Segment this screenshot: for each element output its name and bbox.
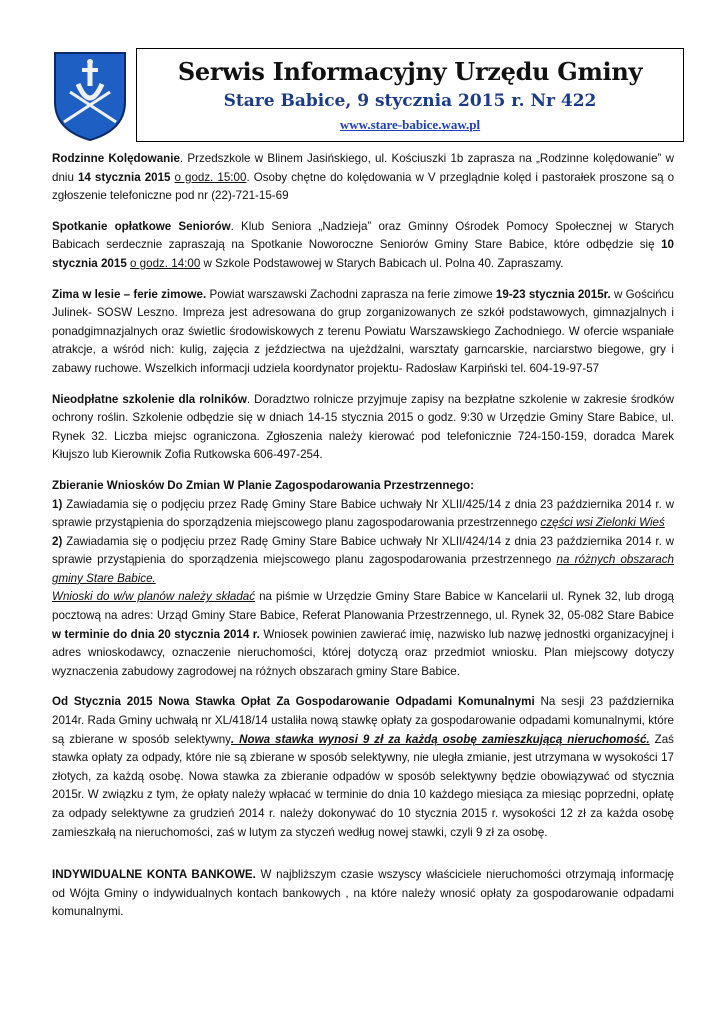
paragraph-waste-fees: Od Stycznia 2015 Nowa Stawka Opłat Za Gospodarowanie Odpadami Komunalnymi Na sesji 23 października 2014r. Rada Gminy uchwałą nr XL/418/14 ustaliła nową stawkę opłaty za gospodarowanie odpadami komunalnymi, które są zbierane w sposób selektywny. Nowa stawka wynosi 9 zł za każdą osobę zamieszkującą nieruchomość. Zaś stawka opłaty za odpady, które nie są zbierane w sposób selektywny, nie uległa zmianie, jest utrzymana w wysokości 17 złotych, za każdą osobę. Nowa stawka za zbieranie odpadów w sposób selektywny będzie obowiązywać od stycznia 2015r. W związku z tym, że opłaty należy wpłacać w terminie do dnia 10 każdego miesiąca za miesiąc poprzedni, opłatę za odpady selektywne za grudzień 2014 r. należy dokonywać do 10 stycznia 2015 r. wysokości 12 zł za każda osobę zamieszkałą na nieruchomości, zaś w lutym za styczeń według nowej stawki, czyli 9 zł za osobę. — [52, 695, 674, 839]
paragraph-zoning: Zbieranie Wniosków Do Zmian W Planie Zagospodarowania Przestrzennego: 1) Zawiadamia się o podjęciu przez Radę Gminy Stare Babice uchwały Nr XLII/425/14 z dnia 23 października 2014 r. w sprawie przystąpienia do sporządzenia miejscowego planu zagospodarowania przestrzennego części wsi Zielonki Wieś 2) Zawiadamia się o podjęciu przez Radę Gminy Stare Babice uchwały Nr XLII/424/14 z dnia 23 października 2014 r. w sprawie przystąpienia do sporządzenia miejscowego planu zagospodarowania przestrzennego na różnych obszarach gminy Stare Babice. Wnioski do w/w planów należy składać na piśmie w Urzędzie Gminy Stare Babice w Kancelarii ul. Rynek 32, lub drogą pocztową na adres: Urząd Gminy Stare Babice, Referat Planowania Przestrzennego, ul. Rynek 32, 05-082 Stare Babice w terminie do dnia 20 stycznia 2014 r. Wniosek powinien zawierać imię, nazwisko lub nazwę jednostki organizacyjnej i adres wnioskodawcy, oznaczenie nieruchomości, której dotyczą oraz przedmiot wniosku. Plan miejscowy dotyczy wyznaczenia zabudowy zagrodowej na różnych obszarach gminy Stare Babice. — [52, 478, 674, 678]
paragraph-seniors: Spotkanie opłatkowe Seniorów. Klub Seniora „Nadzieja” oraz Gminny Ośrodek Pomocy Społecznej w Starych Babicach serdecznie zapraszają na Spotkanie Noworoczne Seniorów Gminy Stare Babice, które odbędzie się 10 stycznia 2015 o godz. 14:00 w Szkole Podstawowej w Starych Babicach ul. Polna 40. Zapraszamy. — [52, 219, 674, 270]
paragraph-bank-accounts: INDYWIDUALNE KONTA BANKOWE. W najbliższym czasie wszyscy właściciele nieruchomości otrzymają informację od Wójta Gminy o indywidualnych kontach bankowych , na które należy wnosić opłaty za gospodarowanie odpadami komunalnymi. — [52, 868, 674, 919]
title-box — [136, 48, 684, 142]
page-title: Serwis Informacyjny Urzędu Gminy — [177, 57, 643, 86]
coat-of-arms-icon — [52, 50, 128, 142]
issue-subtitle: Stare Babice, 9 stycznia 2015 r. Nr 422 — [223, 91, 597, 111]
paragraph-kolędowanie: Rodzinne Kolędowanie. Przedszkole w Blinem Jasińskiego, ul. Kościuszki 1b zaprasza na „Rodzinne kolędowanie” w dniu 14 stycznia 2015 o godz. 15:00. Osoby chętne do kolędowania w V przeglądnie kolęd i pastorałek proszone są o zgłoszenie telefoniczne pod nr (22)-721-15-69 — [52, 152, 675, 203]
paragraph-farmers: Nieodpłatne szkolenie dla rolników. Doradztwo rolnicze przyjmuje zapisy na bezpłatne szkolenie w zakresie środków ochrony roślin. Szkolenie odbędzie się w dniach 14-15 stycznia 2015 o godz. 9:30 w Urzędzie Gminy Stare Babice, ul. Rynek 32. Liczba miejsc ograniczona. Zgłoszenia należy kierować pod telefonicznie 724-150-159, doradca Marek Kłujszo lub Kierownik Zofia Rutkowska 606-497-254. — [52, 392, 674, 462]
website-link[interactable]: www.stare-babice.waw.pl — [339, 117, 481, 132]
content — [52, 150, 674, 934]
paragraph-winter: Zima w lesie – ferie zimowe. Powiat warszawski Zachodni zaprasza na ferie zimowe 19-23 stycznia 2015r. w Gościńcu Julinek- SOSW Leszno. Impreza jest adresowana do grup zorganizowanych ze szkół podstawowych, gimnazjalnych i ponadgimnazjalnych oraz świetlic środowiskowych z terenu Powiatu Warszawskiego Zachodniego. W ofercie wspaniałe atrakcje, a wśród nich: kulig, zajęcia z jeździectwa na ujeżdżalni, warsztaty garncarskie, narciarstwo biegowe, gry i zabawy ruchowe. Wszelkich informacji udziela koordynator projektu- Radosław Karpiński tel. 604-19-97-57 — [52, 287, 674, 375]
header — [52, 48, 686, 146]
